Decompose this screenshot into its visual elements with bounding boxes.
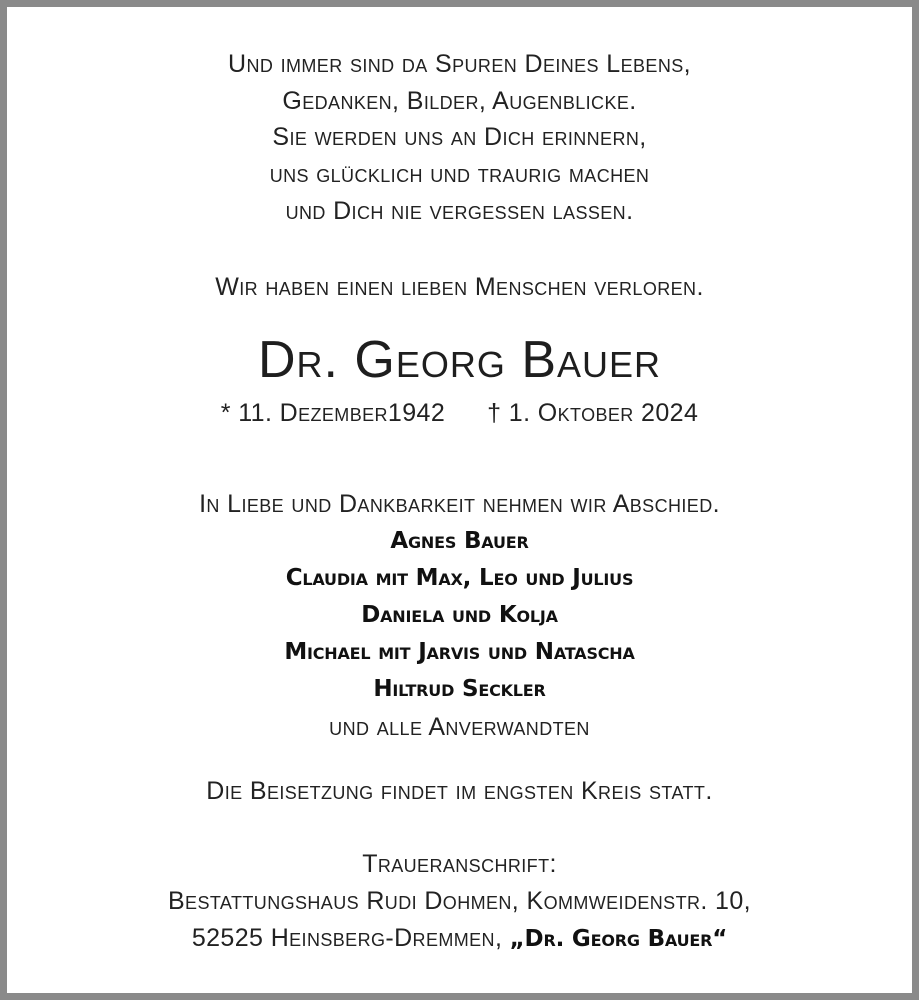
mourner-2: Claudia mit Max, Leo und Julius	[285, 565, 634, 591]
mourner-5: Hiltrud Seckler	[373, 676, 546, 702]
mourner-4: Michael mit Jarvis und Natascha	[284, 639, 635, 665]
burial-note: Die Beisetzung findet im engsten Kreis statt.	[206, 777, 713, 805]
poem-line-5: und Dich nie vergessen lassen.	[285, 197, 634, 225]
intro-text: Wir haben einen lieben Menschen verloren.	[215, 273, 704, 301]
farewell-text: In Liebe und Dankbarkeit nehmen wir Abschied.	[199, 490, 720, 518]
address-line-1: Bestattungshaus Rudi Dohmen, Kommweidenstr. 10,	[167, 887, 752, 915]
poem-line-4: uns glücklich und traurig machen	[269, 160, 650, 188]
address-recipient: „Dr. Georg Bauer“	[509, 926, 728, 952]
deceased-name: Dr. Georg Bauer	[257, 331, 662, 389]
birth-date: * 11. Dezember1942	[220, 399, 446, 427]
poem-line-2: Gedanken, Bilder, Augenblicke.	[282, 87, 637, 115]
poem-line-1: Und immer sind da Spuren Deines Lebens,	[228, 50, 691, 78]
mourner-3: Daniela und Kolja	[361, 602, 558, 628]
poem-line-3: Sie werden uns an Dich erinnern,	[272, 123, 647, 151]
address-heading: Traueranschrift:	[362, 850, 557, 878]
death-date: † 1. Oktober 2024	[487, 399, 699, 427]
address-line-2	[7, 926, 912, 951]
life-dates	[7, 401, 912, 426]
address-city: 52525 Heinsberg-Dremmen,	[191, 924, 510, 952]
relatives-text: und alle Anverwandten	[329, 713, 590, 741]
mourner-1: Agnes Bauer	[390, 528, 529, 554]
